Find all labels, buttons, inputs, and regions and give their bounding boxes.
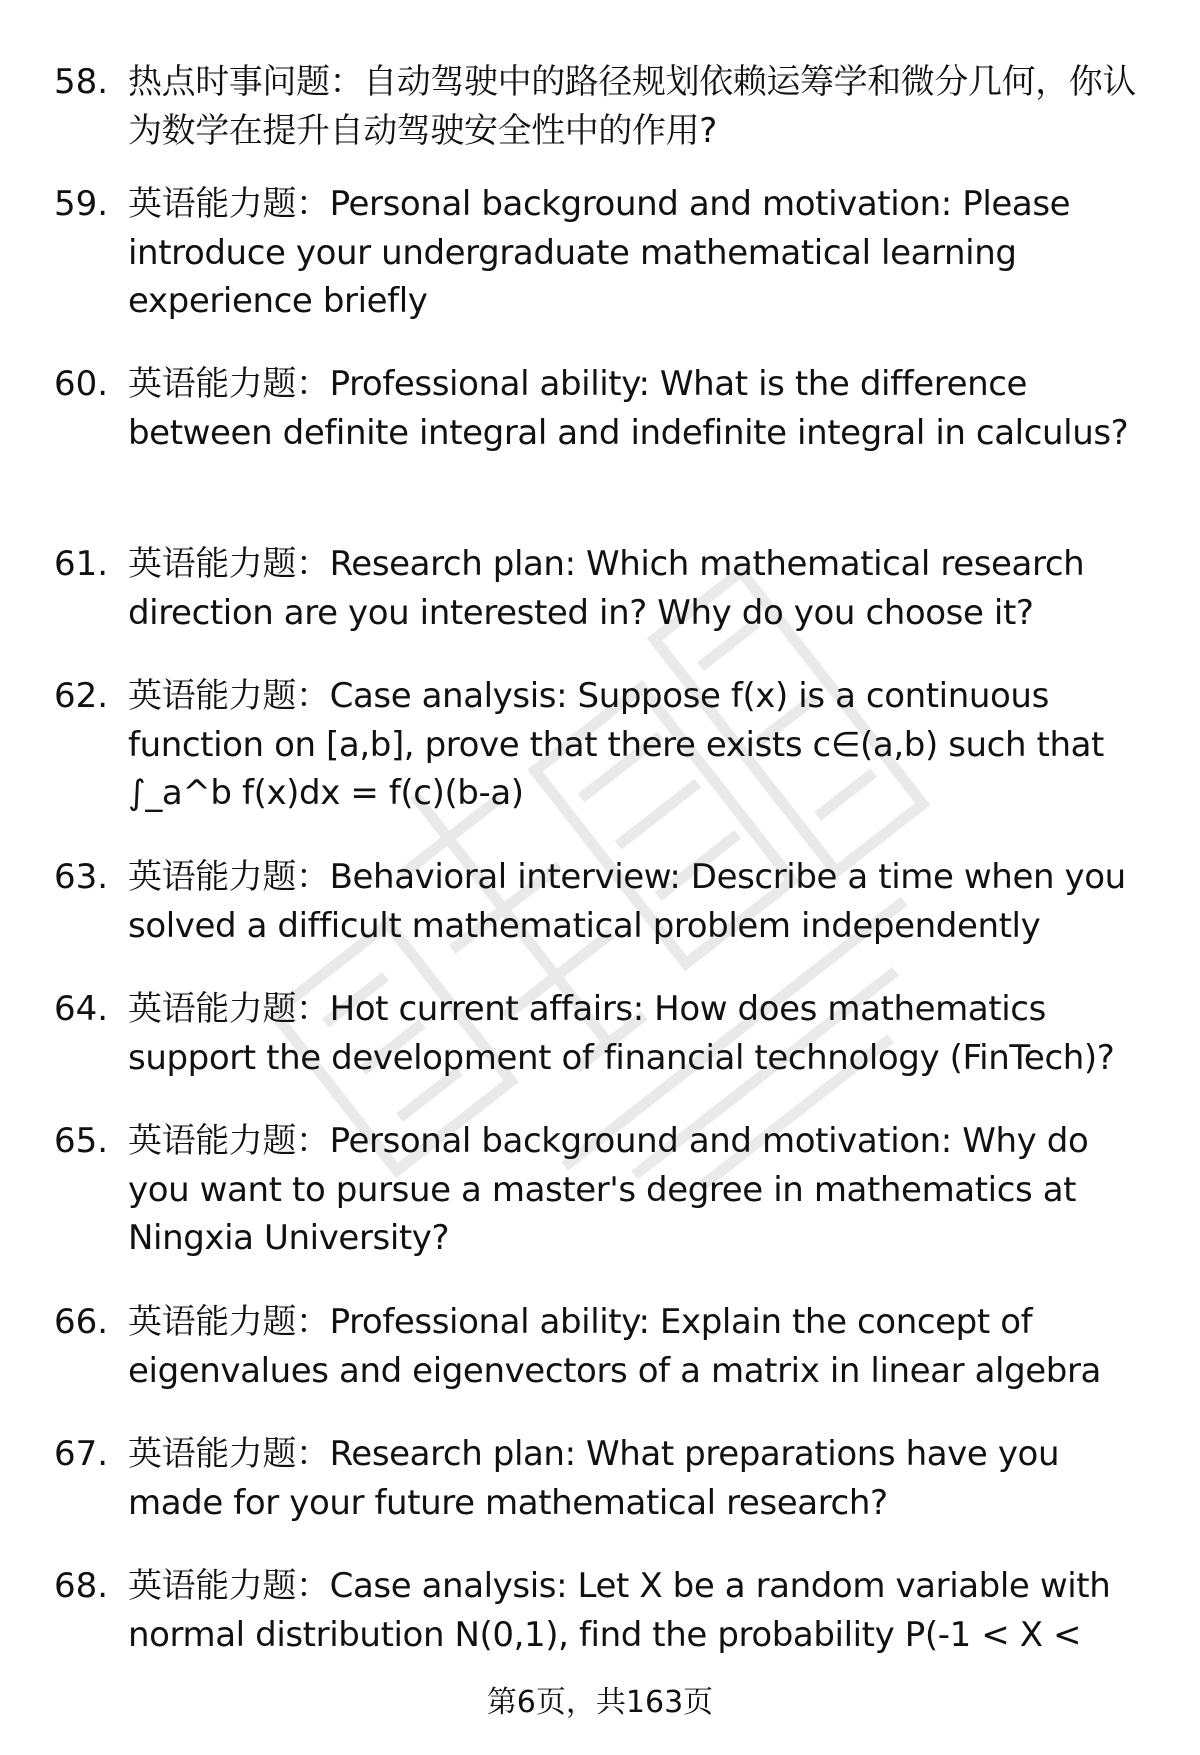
question-text: 英语能力题：Case analysis: Let X be a random variable with normal distribution N(0,1), find the probability P(-1 < X < bbox=[128, 1566, 1111, 1655]
question-number: 58. bbox=[54, 62, 109, 102]
question-number: 67. bbox=[54, 1434, 109, 1474]
page-footer: 第6页，共163页 bbox=[486, 1685, 714, 1720]
question-text: 热点时事问题：自动驾驶中的路径规划依赖运筹学和微分几何，你认为数学在提升自动驾驶安全性中的作用? bbox=[128, 62, 1136, 151]
question-number: 68. bbox=[54, 1566, 109, 1606]
question-number: 66. bbox=[54, 1302, 109, 1342]
question-item-62 bbox=[54, 672, 1174, 853]
question-number: 62. bbox=[54, 676, 109, 716]
question-item-61 bbox=[54, 540, 1174, 672]
question-text: 英语能力题：Research plan: What preparations have you made for your future mathematical research? bbox=[128, 1434, 1060, 1523]
question-text: 英语能力题：Behavioral interview: Describe a time when you solved a difficult mathematical problem independently bbox=[128, 857, 1126, 946]
question-item-58 bbox=[54, 58, 1174, 180]
question-item-64 bbox=[54, 985, 1174, 1117]
question-list bbox=[54, 58, 1174, 1662]
question-text: 英语能力题：Personal background and motivation: Please introduce your undergraduate mathematical learning experience briefly bbox=[128, 184, 1071, 321]
question-item-60 bbox=[54, 360, 1174, 540]
question-item-65 bbox=[54, 1117, 1174, 1298]
question-number: 65. bbox=[54, 1121, 109, 1161]
question-number: 64. bbox=[54, 989, 109, 1029]
question-item-68 bbox=[54, 1562, 1174, 1662]
question-text: 英语能力题：Personal background and motivation: Why do you want to pursue a master's degree in mathematics at Ningxia University? bbox=[128, 1121, 1089, 1258]
question-number: 61. bbox=[54, 544, 109, 584]
question-text: 英语能力题：Research plan: Which mathematical research direction are you interested in? Why do you choose it? bbox=[128, 544, 1085, 633]
question-number: 63. bbox=[54, 857, 109, 897]
question-text: 英语能力题：Case analysis: Suppose f(x) is a continuous function on [a,b], prove that there exists c∈(a,b) such that ∫_a^b f(x)dx = f(c)(b-a) bbox=[128, 676, 1104, 813]
question-item-67 bbox=[54, 1430, 1174, 1562]
question-item-66 bbox=[54, 1298, 1174, 1430]
question-number: 59. bbox=[54, 184, 109, 224]
question-text: 英语能力题：Hot current affairs: How does mathematics support the development of financial technology (FinTech)? bbox=[128, 989, 1115, 1078]
question-item-63 bbox=[54, 853, 1174, 985]
question-text: 英语能力题：Professional ability: What is the difference between definite integral and indefinite integral in calculus? bbox=[128, 364, 1129, 453]
question-text: 英语能力题：Professional ability: Explain the concept of eigenvalues and eigenvectors of a matrix in linear algebra bbox=[128, 1302, 1101, 1391]
question-item-59 bbox=[54, 180, 1174, 360]
question-number: 60. bbox=[54, 364, 109, 404]
